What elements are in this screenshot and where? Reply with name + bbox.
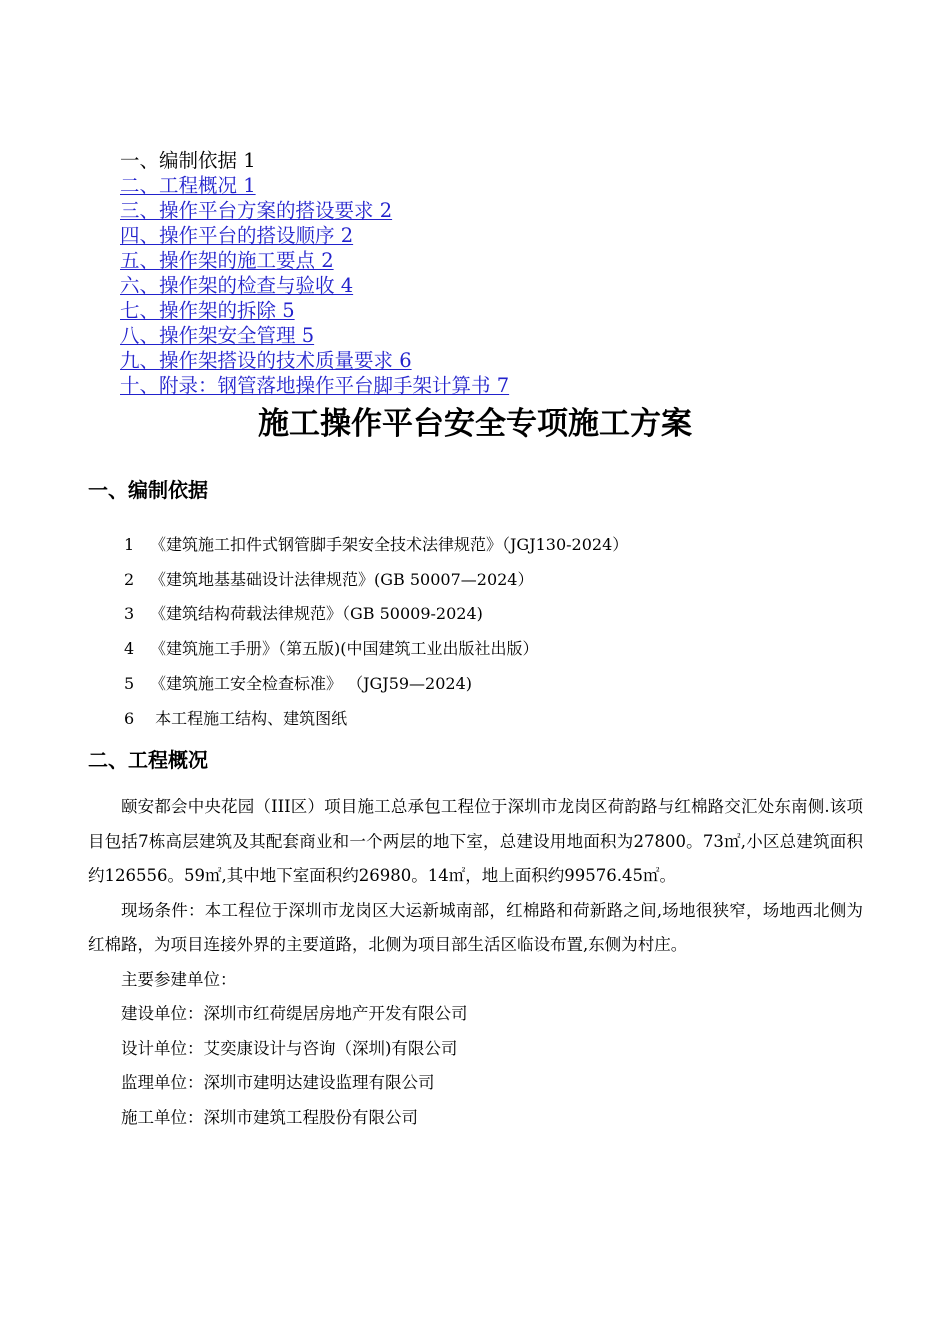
overview-paragraph: 颐安都会中央花园（III区）项目施工总承包工程位于深圳市龙岗区荷韵路与红棉路交汇处东南侧.该项目包括7栋高层建筑及其配套商业和一个两层的地下室，总建设用地面积为27800。73㎡,小区总建筑面积约126556。59㎡,其中地下室面积约26980。14㎡，地上面积约99576.45㎡。 [88, 797, 863, 885]
reference-text: 《建筑结构荷载法律规范》（GB 50009-2024) [150, 604, 483, 624]
participant-contractor: 施工单位：深圳市建筑工程股份有限公司 [121, 1107, 418, 1127]
reference-list [124, 528, 864, 736]
section-heading-overview: 二、工程概况 [88, 748, 208, 772]
reference-item [124, 528, 864, 563]
table-of-contents [120, 148, 860, 398]
reference-text: 《建筑施工扣件式钢管脚手架安全技术法律规范》（JGJ130-2024） [150, 535, 629, 554]
toc-link-10[interactable]: 十、附录：钢管落地操作平台脚手架计算书 7 [120, 374, 510, 397]
reference-number: 6 [124, 708, 135, 728]
toc-link-3[interactable]: 三、操作平台方案的搭设要求 2 [120, 199, 393, 222]
reference-item [124, 667, 864, 702]
toc-link-6[interactable]: 六、操作架的检查与验收 4 [120, 274, 354, 297]
participant-designer: 设计单位：艾奕康设计与咨询（深圳)有限公司 [121, 1038, 458, 1058]
toc-link-8[interactable]: 八、操作架安全管理 5 [120, 324, 315, 347]
reference-number: 2 [124, 569, 135, 589]
document-title: 施工操作平台安全专项施工方案 [258, 406, 692, 442]
reference-text: 本工程施工结构、建筑图纸 [150, 708, 348, 728]
participants-label: 主要参建单位： [121, 969, 237, 989]
reference-text: 《建筑施工安全检查标准》 （JGJ59—2024) [150, 673, 473, 693]
toc-link-7[interactable]: 七、操作架的拆除 5 [120, 299, 295, 322]
reference-item [124, 632, 864, 667]
toc-link-5[interactable]: 五、操作架的施工要点 2 [120, 249, 334, 272]
reference-number: 5 [124, 673, 135, 693]
reference-number: 1 [124, 535, 135, 554]
reference-number: 4 [124, 639, 135, 659]
participant-owner: 建设单位：深圳市红荷缇居房地产开发有限公司 [121, 1004, 468, 1023]
participant-supervisor: 监理单位：深圳市建明达建设监理有限公司 [121, 1073, 435, 1092]
reference-item [124, 702, 864, 737]
toc-link-9[interactable]: 九、操作架搭设的技术质量要求 6 [120, 349, 412, 372]
section-heading-basis: 一、编制依据 [88, 478, 208, 502]
site-conditions-paragraph: 现场条件：本工程位于深圳市龙岗区大运新城南部，红棉路和荷新路之间,场地很狭窄，场地西北侧为红棉路，为项目连接外界的主要道路，北侧为项目部生活区临设布置,东侧为村庄。 [88, 900, 863, 954]
toc-link-4[interactable]: 四、操作平台的搭设顺序 2 [120, 224, 354, 247]
reference-number: 3 [124, 604, 135, 624]
toc-link-2[interactable]: 二、工程概况 1 [120, 174, 256, 197]
toc-item-1: 一、编制依据 1 [120, 149, 256, 172]
reference-text: 《建筑地基基础设计法律规范》(GB 50007—2024） [150, 569, 534, 589]
overview-body [88, 790, 863, 1135]
reference-text: 《建筑施工手册》（第五版)(中国建筑工业出版社出版） [150, 639, 539, 659]
reference-item [124, 597, 864, 632]
reference-item [124, 563, 864, 598]
